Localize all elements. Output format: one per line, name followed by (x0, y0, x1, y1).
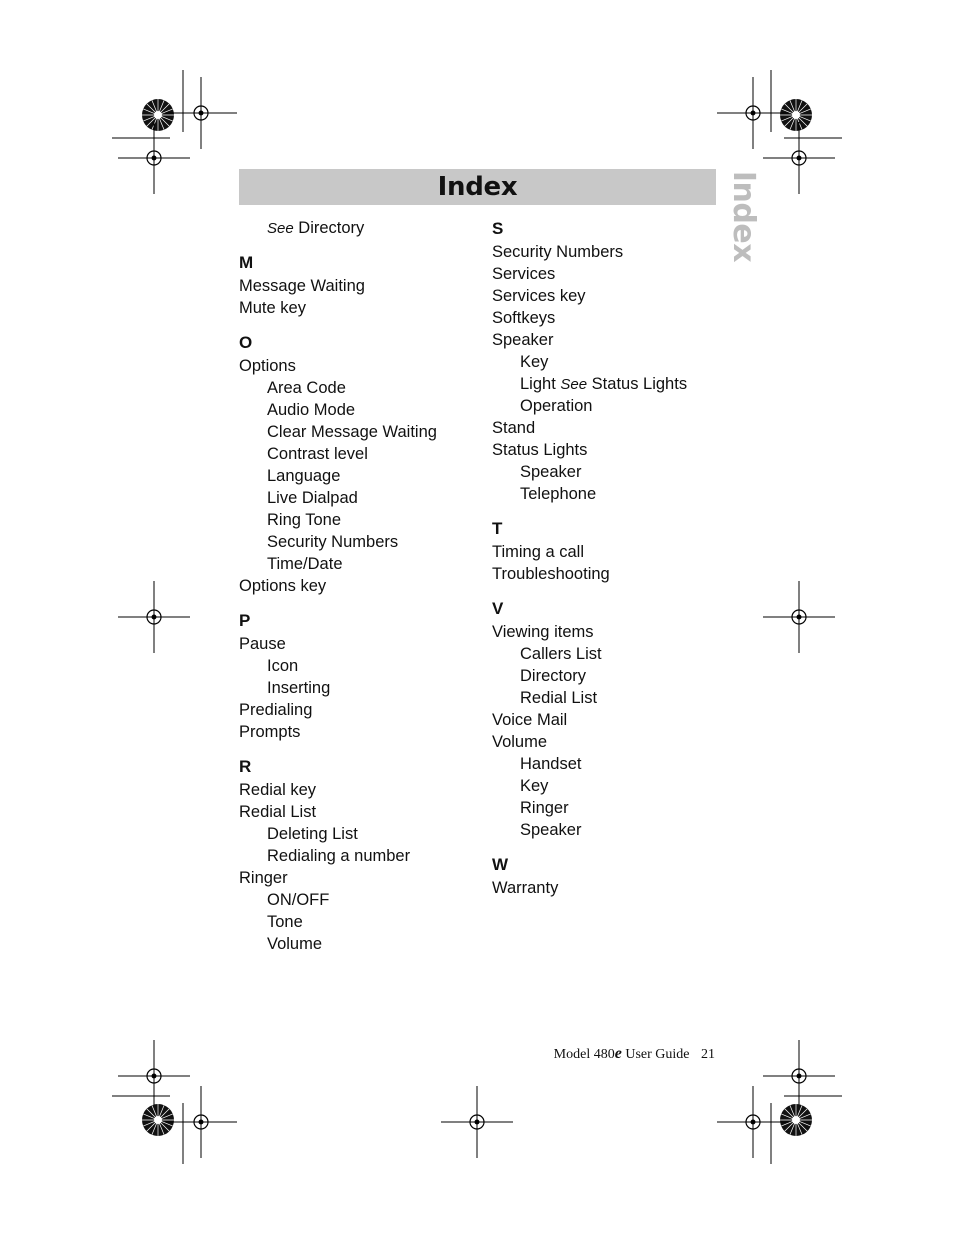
entry-text: Redial key (239, 781, 317, 799)
index-subentry (239, 933, 479, 955)
entry-text: Live Dialpad (267, 489, 358, 507)
index-groups-right (492, 217, 732, 899)
entry-text: Security Numbers (267, 533, 399, 551)
entry-text: Message Waiting (239, 277, 365, 295)
entry-text: Time/Date (267, 555, 343, 573)
page-footer (554, 1045, 715, 1063)
entry-text: Viewing items (492, 623, 594, 641)
index-letter-heading: P (239, 611, 251, 630)
entry-text: Language (267, 467, 341, 485)
index-subentry (239, 487, 479, 509)
footer-model-label: Model (553, 1047, 591, 1062)
see-reference: See (560, 376, 588, 393)
index-letter-heading: S (492, 219, 504, 238)
index-subentry (492, 373, 732, 395)
entry-text: Callers List (520, 645, 602, 663)
index-entry (239, 801, 479, 823)
index-entry-lead (239, 217, 479, 239)
index-subentry (239, 911, 479, 933)
entry-text: Speaker (520, 463, 582, 481)
see-reference: See (267, 220, 294, 237)
index-entry (492, 241, 732, 263)
index-entry (492, 621, 732, 643)
index-letter-heading: O (239, 333, 253, 352)
page-title: Index (437, 172, 518, 202)
registration-star-top-right (780, 99, 812, 131)
index-entry (492, 439, 732, 461)
entry-text: Options (239, 357, 296, 375)
index-subentry (239, 465, 479, 487)
index-subentry (239, 421, 479, 443)
index-group-s (492, 217, 732, 505)
index-group-m (239, 251, 479, 319)
footer-guide: User Guide (625, 1047, 690, 1062)
entry-text: Area Code (267, 379, 346, 397)
entry-text: Redial List (520, 689, 598, 707)
index-subentry (239, 443, 479, 465)
entry-text: Ringer (239, 869, 288, 887)
index-entry (239, 297, 479, 319)
index-entry (239, 699, 479, 721)
entry-text: Telephone (520, 485, 597, 503)
entry-text: Audio Mode (267, 401, 356, 419)
registration-cross-bottom-left (165, 1086, 237, 1158)
index-entry (492, 285, 732, 307)
index-entry (239, 575, 479, 597)
index-group-v (492, 597, 732, 841)
index-entry (492, 731, 732, 753)
index-subentry (239, 889, 479, 911)
index-entry (239, 633, 479, 655)
index-entry (239, 275, 479, 297)
registration-star-bottom-right (780, 1104, 812, 1136)
see-target: Status Lights (591, 375, 688, 393)
index-entry (239, 721, 479, 743)
registration-cross-bottom-left-2 (118, 1040, 190, 1112)
index-letter-heading: M (239, 253, 254, 272)
entry-text: Troubleshooting (492, 565, 610, 583)
index-subentry (492, 461, 732, 483)
index-subentry (239, 655, 479, 677)
index-entry (492, 541, 732, 563)
entry-text: Ring Tone (267, 511, 342, 529)
entry-text: Tone (267, 913, 303, 931)
index-letter-heading: T (492, 519, 503, 538)
entry-text: Warranty (492, 879, 559, 897)
index-entry (492, 877, 732, 899)
registration-cross-bottom-right-2 (763, 1040, 835, 1112)
index-subentry (492, 775, 732, 797)
page-number: 21 (701, 1047, 715, 1062)
registration-cross-top-right-2 (763, 122, 835, 194)
registration-cross-right-middle (763, 581, 835, 653)
index-title-bar (239, 169, 716, 205)
index-subentry (492, 643, 732, 665)
index-groups-left (239, 251, 479, 955)
entry-text: Timing a call (492, 543, 584, 561)
index-group-w (492, 853, 732, 899)
registration-star-bottom-left (142, 1104, 174, 1136)
index-entry (239, 867, 479, 889)
entry-text: Deleting List (267, 825, 358, 843)
index-subentry (492, 753, 732, 775)
index-subentry (492, 687, 732, 709)
index-entry (239, 355, 479, 377)
entry-text: Clear Message Waiting (267, 423, 437, 441)
registration-star-top-left (142, 99, 174, 131)
index-subentry (239, 677, 479, 699)
entry-text: Options key (239, 577, 327, 595)
entry-text: Key (520, 777, 549, 795)
registration-cross-top-right (717, 77, 789, 149)
index-group-o (239, 331, 479, 597)
index-column-right (492, 217, 732, 899)
index-subentry (239, 553, 479, 575)
entry-text: Key (520, 353, 549, 371)
index-group-t (492, 517, 732, 585)
entry-text: Redialing a number (267, 847, 411, 865)
entry-text: Status Lights (492, 441, 588, 459)
index-entry (492, 263, 732, 285)
side-tab-label: Index (726, 170, 762, 262)
lead-text: Directory (298, 219, 365, 237)
entry-text: Ringer (520, 799, 569, 817)
index-entry (492, 709, 732, 731)
entry-text: Services (492, 265, 556, 283)
entry-text: Directory (520, 667, 587, 685)
index-entry (492, 417, 732, 439)
footer-model-suffix: e (614, 1045, 622, 1062)
entry-text: ON/OFF (267, 891, 330, 909)
entry-text: Light (520, 375, 556, 393)
entry-text: Predialing (239, 701, 313, 719)
entry-text: Stand (492, 419, 536, 437)
index-subentry (492, 483, 732, 505)
entry-text: Volume (492, 733, 548, 751)
registration-cross-left-middle (118, 581, 190, 653)
registration-cross-bottom-center (441, 1086, 513, 1158)
index-group-p (239, 609, 479, 743)
index-entry (492, 329, 732, 351)
registration-cross-top-left-2 (118, 122, 190, 194)
index-entry (492, 307, 732, 329)
index-subentry (239, 823, 479, 845)
index-letter-heading: V (492, 599, 504, 618)
registration-cross-bottom-right (717, 1086, 789, 1158)
index-entry (492, 563, 732, 585)
entry-text: Icon (267, 657, 299, 675)
index-subentry (239, 399, 479, 421)
index-subentry (492, 797, 732, 819)
index-subentry (492, 819, 732, 841)
entry-text: Pause (239, 635, 286, 653)
index-column-left (239, 217, 479, 955)
registration-cross-top-left (165, 77, 237, 149)
index-subentry (492, 351, 732, 373)
index-subentry (239, 509, 479, 531)
footer-model-number: 480 (593, 1047, 615, 1062)
entry-text: Redial List (239, 803, 317, 821)
entry-text: Prompts (239, 723, 301, 741)
index-subentry (492, 665, 732, 687)
index-subentry (239, 845, 479, 867)
index-letter-heading: R (239, 757, 252, 776)
entry-text: Mute key (239, 299, 306, 317)
entry-text: Voice Mail (492, 711, 568, 729)
entry-text: Handset (520, 755, 582, 773)
entry-text: Operation (520, 397, 593, 415)
index-subentry (239, 377, 479, 399)
entry-text: Contrast level (267, 445, 368, 463)
index-group-r (239, 755, 479, 955)
index-letter-heading: W (492, 855, 509, 874)
index-subentry (492, 395, 732, 417)
entry-text: Services key (492, 287, 586, 305)
entry-text: Softkeys (492, 309, 556, 327)
entry-text: Speaker (492, 331, 554, 349)
entry-text: Inserting (267, 679, 331, 697)
entry-text: Security Numbers (492, 243, 624, 261)
entry-text: Volume (267, 935, 323, 953)
index-subentry (239, 531, 479, 553)
entry-text: Speaker (520, 821, 582, 839)
index-entry (239, 779, 479, 801)
